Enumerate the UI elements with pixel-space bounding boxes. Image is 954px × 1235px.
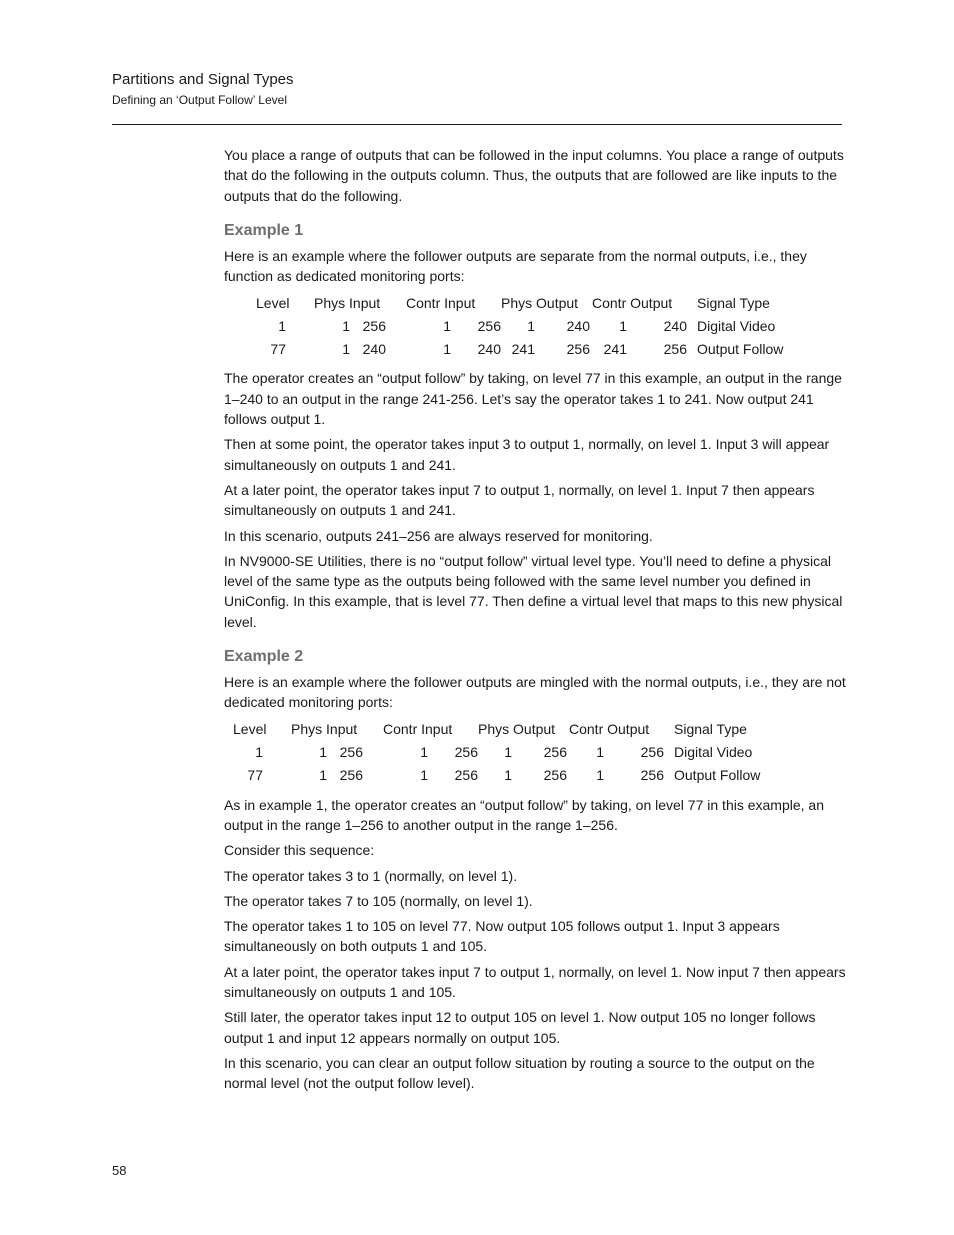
col-header-signal-type: Signal Type bbox=[674, 721, 747, 738]
cell-contr-output-start: 1 bbox=[619, 317, 627, 334]
col-header-phys-output: Phys Output bbox=[478, 721, 556, 738]
cell-contr-output-end: 256 bbox=[663, 340, 687, 357]
cell-contr-input-start: 1 bbox=[420, 767, 428, 784]
example-2-paragraph: In this scenario, you can clear an output follow situation by routing a source to the output on the normal level (not the output follow level). bbox=[224, 1054, 815, 1092]
col-header-level: Level bbox=[233, 721, 267, 738]
cell-contr-output-start: 1 bbox=[596, 767, 604, 784]
example-1-paragraph: Then at some point, the operator takes input 3 to output 1, normally, on level 1. Input 3 will appear simultaneously on outputs 1 and 241. bbox=[224, 436, 830, 473]
cell-level: 77 bbox=[247, 767, 263, 784]
example-1-paragraph: In NV9000-SE Utilities, there is no “output follow” virtual level type. You’ll need to define a physical level of the same type as the outputs being followed with the same level number you defined in UniConfig. In this example, that is level 77. Then define a virtual level that maps to this new physical level. bbox=[224, 552, 843, 630]
cell-phys-output-start: 1 bbox=[504, 744, 512, 761]
cell-contr-output-start: 241 bbox=[603, 340, 627, 357]
cell-phys-output-end: 256 bbox=[543, 744, 567, 761]
header-rule bbox=[112, 124, 842, 125]
example-2-paragraph: The operator takes 1 to 105 on level 77. Now output 105 follows output 1. Input 3 appears simultaneously on both outputs 1 and 105. bbox=[224, 918, 780, 955]
cell-contr-input-end: 256 bbox=[477, 317, 501, 334]
running-header-title: Partitions and Signal Types bbox=[112, 71, 294, 88]
col-header-phys-input: Phys Input bbox=[291, 721, 358, 738]
cell-level: 77 bbox=[270, 340, 286, 357]
example-2-paragraph: The operator takes 7 to 105 (normally, on level 1). bbox=[224, 892, 533, 909]
cell-contr-input-end: 256 bbox=[454, 744, 478, 761]
cell-level: 1 bbox=[278, 317, 286, 334]
cell-contr-output-start: 1 bbox=[596, 744, 604, 761]
cell-phys-input-start: 1 bbox=[342, 317, 350, 334]
cell-contr-input-start: 1 bbox=[443, 317, 451, 334]
table-row bbox=[233, 741, 774, 764]
cell-signal-type: Digital Video bbox=[697, 317, 776, 334]
cell-phys-output-end: 240 bbox=[566, 317, 590, 334]
cell-signal-type: Digital Video bbox=[674, 744, 753, 761]
cell-contr-input-start: 1 bbox=[420, 744, 428, 761]
cell-contr-output-end: 256 bbox=[640, 767, 664, 784]
col-header-level: Level bbox=[256, 294, 290, 311]
cell-contr-input-start: 1 bbox=[443, 340, 451, 357]
example-2-lead: Here is an example where the follower outputs are mingled with the normal outputs, i.e., they are not dedicated monitoring ports: bbox=[224, 674, 846, 711]
example-2-paragraph: As in example 1, the operator creates an “output follow” by taking, on level 77 in this example, an output in the range 1–256 to another output in the range 1–256. bbox=[224, 796, 825, 833]
cell-contr-input-end: 240 bbox=[477, 340, 501, 357]
example-2-table bbox=[233, 718, 774, 787]
cell-phys-input-start: 1 bbox=[319, 744, 327, 761]
example-1-paragraph: In this scenario, outputs 241–256 are always reserved for monitoring. bbox=[224, 527, 653, 544]
col-header-signal-type: Signal Type bbox=[697, 294, 770, 311]
example-1-table bbox=[256, 291, 797, 360]
cell-contr-output-end: 240 bbox=[663, 317, 687, 334]
intro-paragraph: You place a range of outputs that can be followed in the input columns. You place a range of outputs that do the following in the outputs column. Thus, the outputs that are followed are like inputs to the outputs that do the following. bbox=[224, 147, 844, 204]
cell-phys-input-end: 256 bbox=[339, 744, 363, 761]
cell-phys-output-start: 1 bbox=[527, 317, 535, 334]
example-2-heading: Example 2 bbox=[224, 648, 304, 666]
table-row bbox=[256, 337, 797, 360]
page-number: 58 bbox=[112, 1163, 127, 1178]
example-1-header-row bbox=[256, 291, 797, 314]
cell-phys-input-end: 240 bbox=[362, 340, 386, 357]
cell-phys-input-start: 1 bbox=[319, 767, 327, 784]
cell-phys-output-start: 1 bbox=[504, 767, 512, 784]
example-1-paragraph: At a later point, the operator takes input 7 to output 1, normally, on level 1. Input 7 then appears simultaneously on outputs 1 and 241. bbox=[224, 481, 815, 519]
example-2-paragraph: The operator takes 3 to 1 (normally, on level 1). bbox=[224, 867, 518, 884]
table-row bbox=[233, 764, 774, 787]
example-2-paragraph: Consider this sequence: bbox=[224, 842, 375, 859]
cell-phys-output-end: 256 bbox=[543, 767, 567, 784]
example-1-heading: Example 1 bbox=[224, 221, 304, 239]
cell-phys-input-end: 256 bbox=[339, 767, 363, 784]
col-header-phys-output: Phys Output bbox=[501, 294, 579, 311]
col-header-contr-output: Contr Output bbox=[569, 721, 650, 738]
cell-phys-input-start: 1 bbox=[342, 340, 350, 357]
cell-level: 1 bbox=[255, 744, 263, 761]
cell-contr-input-end: 256 bbox=[454, 767, 478, 784]
cell-contr-output-end: 256 bbox=[640, 744, 664, 761]
cell-phys-output-start: 241 bbox=[511, 340, 535, 357]
col-header-contr-input: Contr Input bbox=[406, 294, 476, 311]
example-2-paragraph: Still later, the operator takes input 12 to output 105 on level 1. Now output 105 no longer follows output 1 and input 12 appears normally on output 105. bbox=[224, 1009, 816, 1046]
col-header-phys-input: Phys Input bbox=[314, 294, 381, 311]
cell-signal-type: Output Follow bbox=[697, 340, 784, 357]
col-header-contr-output: Contr Output bbox=[592, 294, 673, 311]
example-1-lead: Here is an example where the follower outputs are separate from the normal outputs, i.e., they function as dedicated monitoring ports: bbox=[224, 247, 807, 285]
example-2-paragraph: At a later point, the operator takes input 7 to output 1, normally, on level 1. Now input 7 then appears simultaneously on outputs 1 and 105. bbox=[224, 963, 846, 1001]
running-header-subtitle: Defining an ‘Output Follow’ Level bbox=[112, 93, 287, 107]
col-header-contr-input: Contr Input bbox=[383, 721, 453, 738]
cell-phys-output-end: 256 bbox=[566, 340, 590, 357]
example-2-header-row bbox=[233, 718, 774, 741]
example-1-paragraph: The operator creates an “output follow” by taking, on level 77 in this example, an output in the range 1–240 to an output in the range 241-256. Let’s say the operator takes 1 to 241. Now output 241 follows output 1. bbox=[224, 370, 842, 428]
cell-phys-input-end: 256 bbox=[362, 317, 386, 334]
table-row bbox=[256, 314, 797, 337]
cell-signal-type: Output Follow bbox=[674, 767, 761, 784]
body-column bbox=[224, 145, 846, 1099]
